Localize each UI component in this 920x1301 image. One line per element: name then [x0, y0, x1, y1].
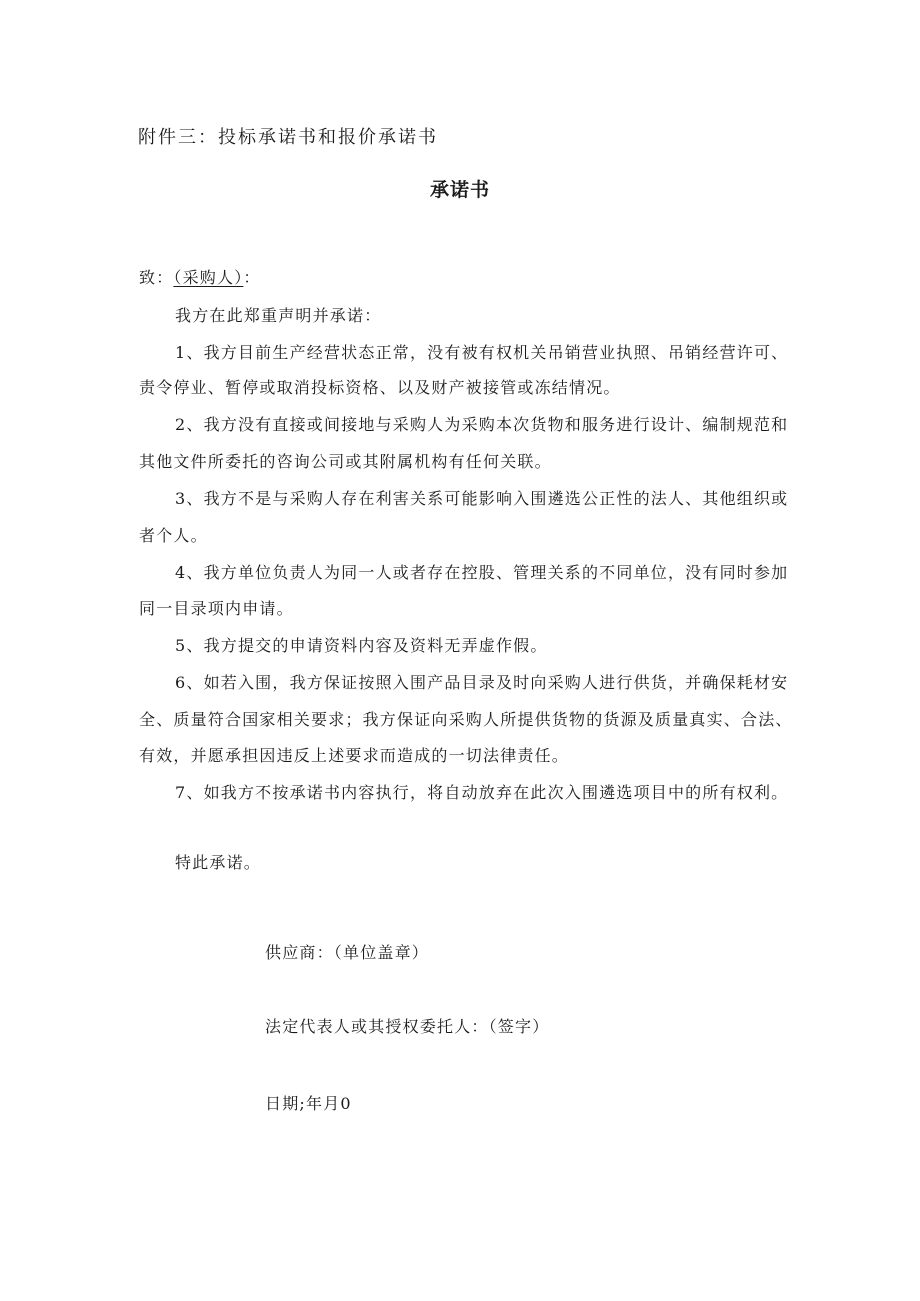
recipient-prefix: 致： — [139, 268, 174, 287]
representative-signature-line: 法定代表人或其授权委托人：（签字） — [265, 1017, 550, 1036]
clause-6-line-2: 全、质量符合国家相关要求；我方保证向采购人所提供货物的货源及质量真实、合法、 — [139, 710, 793, 729]
clause-6-line-3: 有效，并愿承担因违反上述要求而造成的一切法律责任。 — [139, 746, 570, 765]
clause-3-line-1: 3、我方不是与采购人存在利害关系可能影响入围遴选公正性的法人、其他组织或 — [175, 489, 789, 508]
clause-7-line-1: 7、如我方不按承诺书内容执行，将自动放弃在此次入围遴选项目中的所有权利。 — [175, 783, 789, 802]
date-line: 日期;年月0 — [265, 1094, 352, 1113]
supplier-seal-line: 供应商：（单位盖章） — [265, 943, 430, 962]
clause-5-line-1: 5、我方提交的申请资料内容及资料无弄虚作假。 — [175, 636, 548, 655]
clause-4-line-2: 同一目录项内申请。 — [139, 599, 294, 618]
attachment-title: 附件三：投标承诺书和报价承诺书 — [138, 127, 438, 148]
closing-statement: 特此承诺。 — [175, 853, 262, 872]
recipient-suffix: ： — [243, 268, 261, 287]
declaration: 我方在此郑重声明并承诺： — [175, 306, 382, 325]
recipient-name: （采购人） — [173, 268, 244, 287]
clause-6-line-1: 6、如若入围，我方保证按照入围产品目录及时向采购人进行供货，并确保耗材安 — [175, 673, 789, 692]
clause-3-line-2: 者个人。 — [139, 526, 208, 545]
clause-2-line-1: 2、我方没有直接或间接地与采购人为采购本次货物和服务进行设计、编制规范和 — [175, 415, 789, 434]
clause-1-line-2: 责令停业、暂停或取消投标资格、以及财产被接管或冻结情况。 — [139, 378, 621, 397]
clause-2-line-2: 其他文件所委托的咨询公司或其附属机构有任何关联。 — [139, 452, 552, 471]
clause-4-line-1: 4、我方单位负责人为同一人或者存在控股、管理关系的不同单位，没有同时参加 — [175, 563, 789, 582]
clause-1-line-1: 1、我方目前生产经营状态正常，没有被有权机关吊销营业执照、吊销经营许可、 — [175, 343, 789, 362]
page-title: 承诺书 — [429, 179, 490, 201]
recipient-line — [139, 268, 261, 288]
